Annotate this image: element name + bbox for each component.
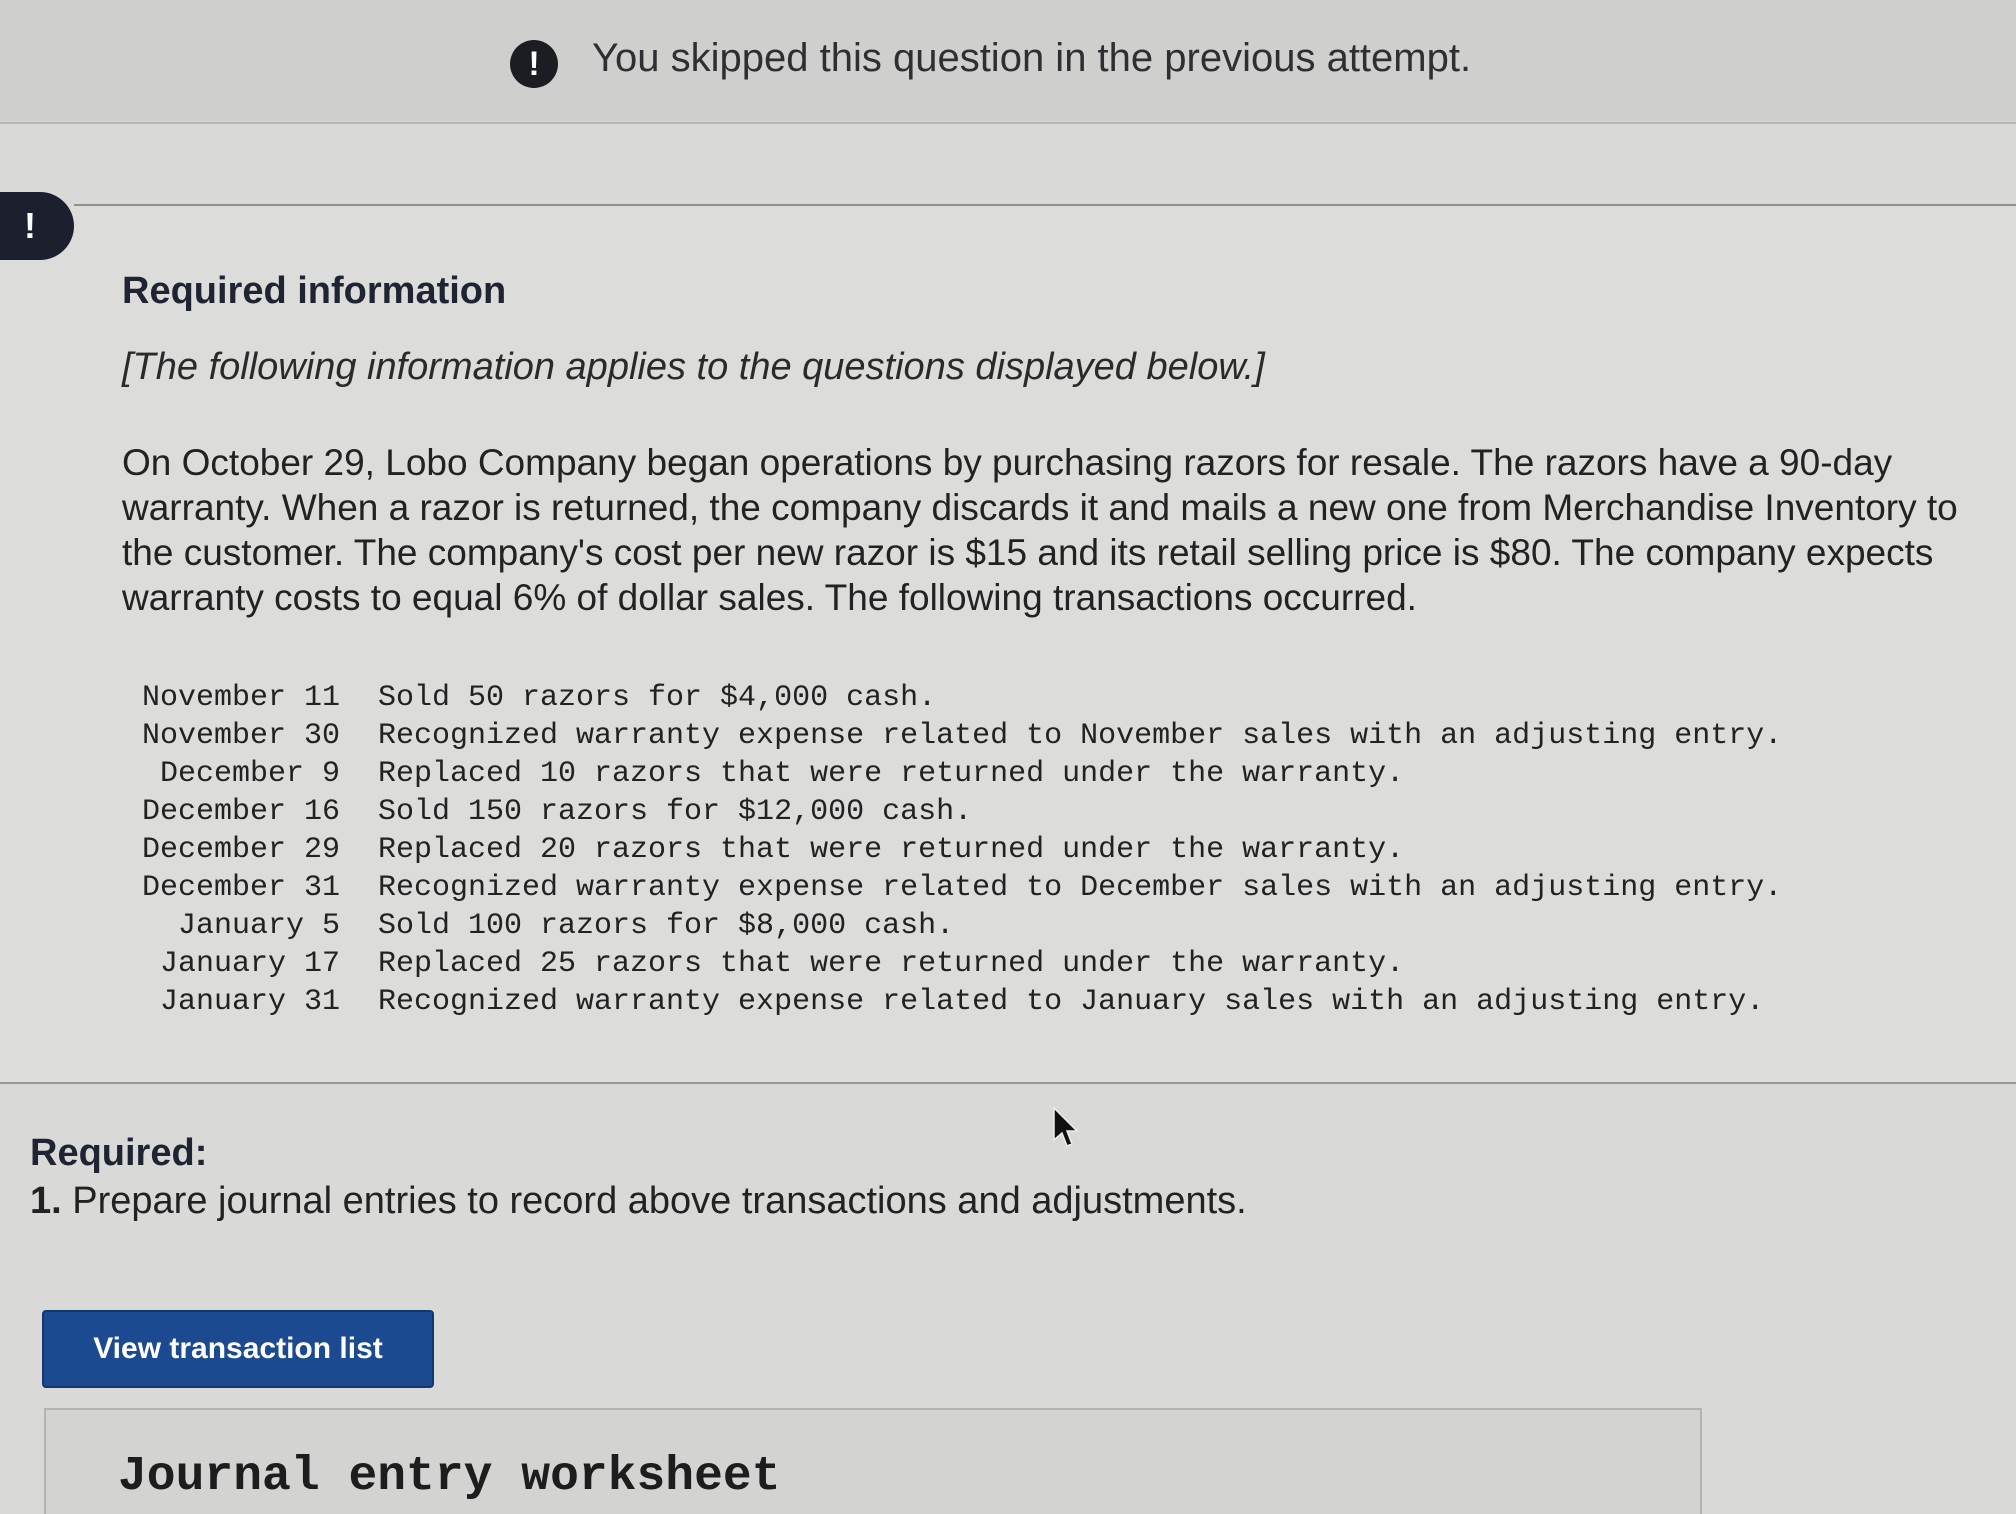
- banner-message: You skipped this question in the previous attempt.: [592, 36, 1472, 80]
- required-item-number: 1.: [30, 1180, 62, 1222]
- transaction-description: Sold 100 razors for $8,000 cash.: [378, 909, 955, 943]
- panel-bottom-divider: [0, 1082, 2016, 1084]
- transaction-row: [122, 679, 1782, 717]
- transaction-date: November 11: [141, 681, 340, 715]
- worksheet-title: Journal entry worksheet: [118, 1450, 781, 1504]
- transaction-description: Sold 150 razors for $12,000 cash.: [378, 795, 973, 829]
- exclamation-icon: !: [0, 192, 74, 260]
- transaction-row: [122, 717, 1782, 755]
- transaction-description: Recognized warranty expense related to December sales with an adjusting entry.: [378, 871, 1783, 905]
- transaction-row: [122, 869, 1782, 907]
- journal-entry-worksheet: [44, 1408, 1702, 1514]
- transaction-description: Recognized warranty expense related to November sales with an adjusting entry.: [378, 719, 1783, 753]
- skipped-question-banner: [0, 0, 2016, 124]
- transaction-row: [122, 793, 1782, 831]
- transaction-row: [122, 945, 1782, 983]
- required-item-1: [30, 1180, 1247, 1223]
- transaction-date: December 31: [141, 871, 340, 905]
- transaction-date: January 31: [159, 985, 340, 1019]
- transaction-description: Sold 50 razors for $4,000 cash.: [378, 681, 937, 715]
- information-note: [The following information applies to the questions displayed below.]: [122, 346, 1265, 388]
- transaction-date: January 5: [177, 909, 340, 943]
- transaction-row: [122, 983, 1782, 1021]
- transaction-date: December 16: [141, 795, 340, 829]
- transaction-description: Replaced 25 razors that were returned under the warranty.: [378, 947, 1405, 981]
- transaction-description: Recognized warranty expense related to January sales with an adjusting entry.: [378, 985, 1765, 1019]
- panel-top-divider: [74, 204, 2016, 206]
- transaction-description: Replaced 20 razors that were returned under the warranty.: [378, 833, 1405, 867]
- transaction-date: December 9: [159, 757, 340, 791]
- required-item-text: Prepare journal entries to record above transactions and adjustments.: [72, 1180, 1247, 1222]
- exclamation-circle-icon: !: [510, 40, 558, 88]
- transaction-date: December 29: [141, 833, 340, 867]
- view-transaction-list-button[interactable]: View transaction list: [42, 1310, 434, 1388]
- transaction-date: November 30: [141, 719, 340, 753]
- transaction-description: Replaced 10 razors that were returned under the warranty.: [378, 757, 1405, 791]
- required-information-title: Required information: [122, 270, 507, 312]
- transaction-row: [122, 755, 1782, 793]
- mouse-cursor-icon: [1052, 1106, 1080, 1150]
- transaction-date: January 17: [159, 947, 340, 981]
- transaction-row: [122, 831, 1782, 869]
- problem-description: On October 29, Lobo Company began operations by purchasing razors for resale. The razors have a 90-day warranty. When a razor is returned, the company discards it and mails a new one from Merchandise Inventory to the customer. The company's cost per new razor is $15 and its retail selling price is $80. The company expects warranty costs to equal 6% of dollar sales. The following transactions occurred.: [122, 442, 1958, 618]
- transactions-table: [122, 679, 1782, 1021]
- transaction-row: [122, 907, 1782, 945]
- required-title: Required:: [30, 1132, 208, 1174]
